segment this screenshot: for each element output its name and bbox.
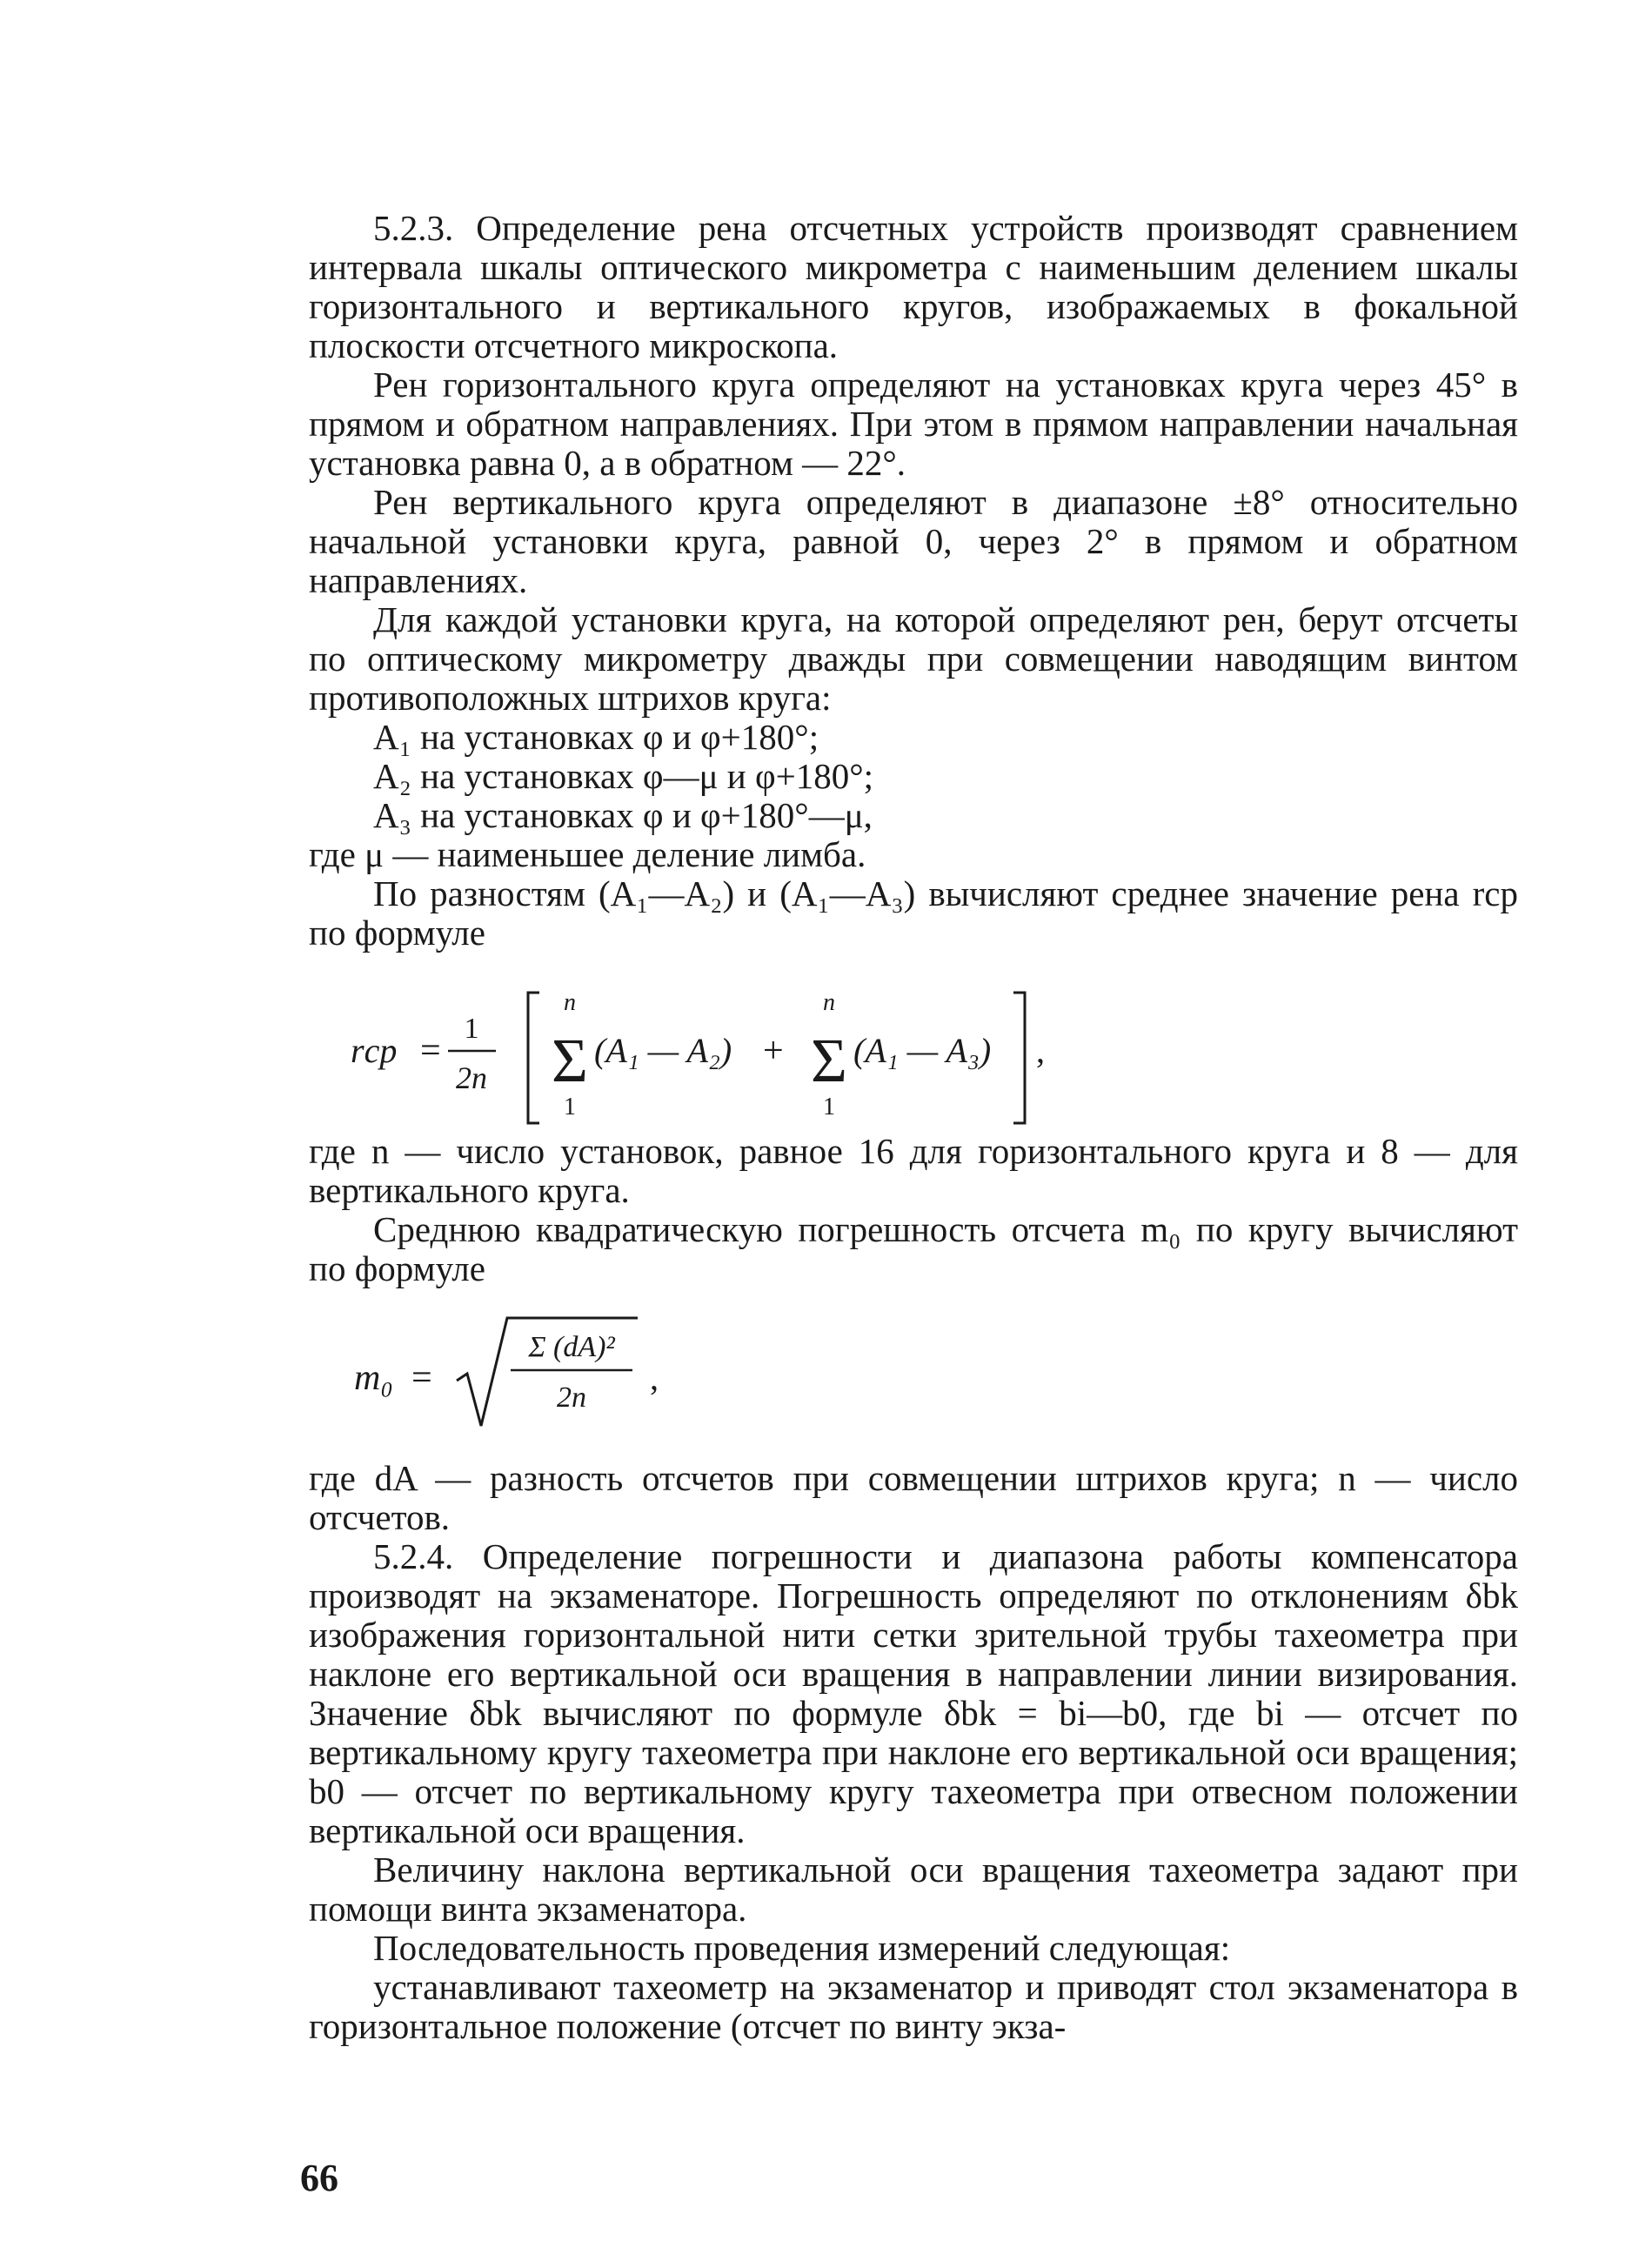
formula-mean-square-error-svg [309, 1294, 1518, 1459]
formula1-sum1-upper: n [564, 989, 576, 1016]
n-definition: где n — число установок, равное 16 для горизонтального круга и 8 — для вертикального круга. [309, 1131, 1518, 1210]
formula1-sum2-sign: Σ [811, 1026, 847, 1095]
formula1-frac-den: 2n [456, 1060, 487, 1095]
formula1-bracket-right [1013, 993, 1025, 1123]
paragraph-each-setting: Для каждой установки круга, на которой определяют рен, берут отсчеты по оптическому микрометру дважды при совмещении наводящим винтом противоположных штрихов круга: [309, 599, 1518, 718]
formula2-equals: = [411, 1358, 432, 1398]
page-number: 66 [300, 2157, 338, 2199]
formula1-bracket-left [528, 993, 539, 1123]
paragraph-vertical-circle: Рен вертикального круга определяют в диапазоне ±8° относительно начальной установки круга, равной 0, через 2° в прямом и обратном направлениях. [309, 482, 1518, 600]
mu-definition: где μ — наименьшее деление лимба. [309, 834, 866, 874]
paragraph-sequence: Последовательность проведения измерений следующая: [373, 1928, 1231, 1968]
formula1-sum1-lower: 1 [564, 1094, 576, 1120]
formula1-frac-num: 1 [464, 1013, 479, 1045]
paragraph-tilt: Величину наклона вертикальной оси вращения тахеометра задают при помощи винта экзаменатора. [309, 1850, 1518, 1929]
paragraph-5-2-3: 5.2.3. Определение рена отсчетных устройств производят сравнением интервала шкалы оптического микрометра с наименьшим делением шкалы горизонтального и вертикального кругов, изображаемых в фокальной плоскости отсчетного микроскопа. [309, 208, 1518, 365]
formula1-sum2-upper: n [823, 989, 835, 1016]
da-definition: где dA — разность отсчетов при совмещении штрихов круга; n — число отсчетов. [309, 1458, 1518, 1537]
formula1-lhs: rср [351, 1031, 398, 1070]
formula-mean-square-error [309, 1294, 1518, 1459]
formula2-lhs: m₀ [354, 1358, 393, 1398]
formula1-plus: + [763, 1031, 784, 1071]
formula2-comma: , [650, 1358, 659, 1397]
list-item-a2: A₂ на установках φ—μ и φ+180°; [373, 756, 874, 796]
paragraph-5-2-4: 5.2.4. Определение погрешности и диапазона работы компенсатора производят на экзаменаторе. Погрешность определяют по отклонениям δbk изображения горизонтальной нити сетки зрительной трубы тахеометра при наклоне его вертикальной оси вращения в направлении линии визирования. Значение δbk вычисляют по формуле δbk = bi—b0, где bi — отсчет по вертикальному кругу тахеометра при наклоне его вертикальной оси вращения; b0 — отсчет по вертикальному кругу тахеометра при отвесном положении вертикальной оси вращения. [309, 1536, 1518, 1850]
formula1-sum2-lower: 1 [823, 1094, 835, 1120]
formula1-term1: (A₁ — A₂) [594, 1031, 732, 1070]
paragraph-horizontal-circle: Рен горизонтального круга определяют на установках круга через 45° в прямом и обратном направлениях. При этом в прямом направлении начальная установка равна 0, а в обратном — 22°. [309, 365, 1518, 483]
list-item-a3: A₃ на установках φ и φ+180°—μ, [373, 795, 873, 835]
formula1-comma: , [1036, 1031, 1045, 1070]
paragraph-differences: По разностям (A₁—A₂) и (A₁—A₃) вычисляют среднее значение рена rср по формуле [309, 873, 1518, 953]
formula1-sum1-sign: Σ [552, 1026, 588, 1095]
formula1-equals: = [420, 1031, 441, 1071]
paragraph-mean-square-error: Среднюю квадратическую погрешность отсчета m₀ по кругу вычисляют по формуле [309, 1209, 1518, 1288]
paragraph-install: устанавливают тахеометр на экзаменатор и приводят стол экзаменатора в горизонтальное положение (отсчет по винту экза- [309, 1967, 1518, 2046]
formula-mean-ren-svg [309, 958, 1518, 1132]
list-item-a1: A₁ на установках φ и φ+180°; [373, 717, 819, 757]
formula2-numerator: Σ (dA)² [528, 1331, 615, 1363]
formula-mean-ren [309, 958, 1518, 1132]
main-text [309, 209, 1518, 2046]
formula2-denominator: 2n [557, 1381, 586, 1414]
formula1-term2: (A₁ — A₃) [853, 1031, 992, 1070]
